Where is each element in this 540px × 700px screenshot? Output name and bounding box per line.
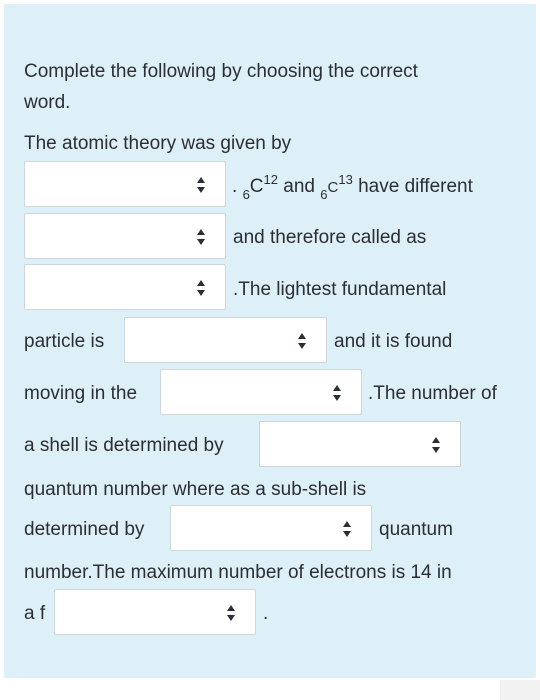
chevron-updown-icon: [432, 436, 440, 454]
isotope1-subscript: 6: [242, 186, 250, 202]
chevron-updown-icon: [197, 279, 205, 297]
text-and: and: [278, 176, 321, 197]
dropdown-7[interactable]: [170, 505, 372, 551]
chevron-updown-icon: [333, 384, 341, 402]
text-after-dropdown-2: and therefore called as: [233, 227, 427, 248]
chevron-updown-icon: [298, 332, 306, 350]
page-corner: [500, 680, 540, 700]
text-before-dropdown-7: determined by: [24, 519, 145, 540]
text-after-dropdown-8: .: [263, 603, 269, 624]
isotope-text: [232, 171, 473, 202]
text-after-dropdown-3: .The lightest fundamental: [233, 279, 447, 300]
text-after-dropdown-7: quantum: [379, 519, 453, 540]
dropdown-8[interactable]: [54, 589, 256, 635]
question-line1: The atomic theory was given by: [24, 133, 292, 154]
text-before-dropdown-4: particle is: [24, 331, 105, 352]
isotope2-subscript: 6: [320, 186, 328, 202]
dropdown-1[interactable]: [24, 161, 226, 207]
isotope1-superscript: 12: [263, 171, 278, 187]
isotope2-symbol: C: [327, 179, 339, 196]
text-max-electrons-line: number.The maximum number of electrons is 14 in: [24, 562, 452, 583]
isotope1-symbol: C: [249, 176, 264, 197]
text-quantum-line: quantum number where as a sub-shell is: [24, 479, 367, 500]
dropdown-6[interactable]: [259, 421, 461, 467]
chevron-updown-icon: [197, 176, 205, 194]
text-after-dropdown-5: .The number of: [368, 383, 497, 404]
instruction-text-line1: Complete the following by choosing the correct: [24, 61, 418, 82]
question-card: [4, 4, 536, 678]
chevron-updown-icon: [343, 520, 351, 538]
isotope2-superscript: 13: [338, 171, 353, 187]
dropdown-4[interactable]: [124, 317, 327, 363]
chevron-updown-icon: [227, 604, 235, 622]
dropdown-2[interactable]: [24, 213, 226, 259]
text-dot: .: [232, 176, 243, 197]
chevron-updown-icon: [197, 228, 205, 246]
dropdown-3[interactable]: [24, 264, 226, 310]
text-have-different: have different: [352, 176, 473, 197]
text-before-dropdown-6: a shell is determined by: [24, 435, 224, 456]
dropdown-5[interactable]: [160, 369, 362, 415]
text-before-dropdown-5: moving in the: [24, 383, 138, 404]
instruction-text-line2: word.: [24, 92, 71, 113]
text-before-dropdown-8: a f: [24, 603, 46, 624]
text-after-dropdown-4: and it is found: [334, 331, 453, 352]
